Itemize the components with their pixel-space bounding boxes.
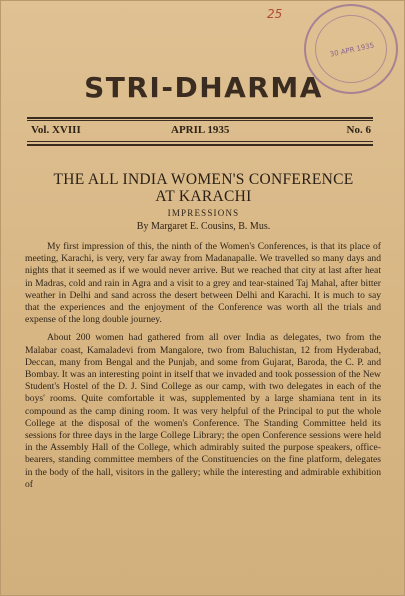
masthead-rule-top-thin [27, 120, 373, 121]
issue-info-row [31, 124, 371, 140]
article-subtitle: IMPRESSIONS [167, 208, 240, 218]
handwritten-page-number: 25 [267, 7, 283, 21]
article-paragraph-1: My first impression of this, the ninth of the Women's Conferences, is that its place of meeting, Karachi, is very, very far away from Madanapalle. We travelled so many days and nights that it seemed as if we would never arrive. But we reached that city at last after heat in Madras, cold and rain in Agra and a visit to a grey and tear-stained Taj Mahal, after bitter weather in Delhi and sand across the desert between Delhi and Karachi. It is much to say that the experiences and the enjoyment of the Conference was worth all the trials and expense of the long double journey. [25, 241, 381, 326]
article-title-line-1: THE ALL INDIA WOMEN'S CONFERENCE [53, 171, 354, 188]
stamp-date: 30 APR 1935 [329, 41, 375, 59]
issue-number: No. 6 [346, 124, 371, 136]
article-paragraph-2: About 200 women had gathered from all over India as delegates, two from the Malabar coast, Kamaladevi from Mangalore, two from Baluchistan, 12 from Hyderabad, Deccan, many from Bengal and the Punjab, and some from Gujarat, Baroda, the C. P. and Bombay. It was an interesting point in itself that we invaded and took possession of the New Student's Hostel of the D. J. Sind College as our camp, with two delegates in each of the boys' rooms. Quite comfortable it was, supplemented by a large shamiana tent in its compound as the camp dining room. It was very helpful of the Principal to put the whole College at the disposal of the women's Conference. The Standing Committee held its sessions for three days in the large College Library; the open Conference sessions were held in the Assembly Hall of the College, which admirably suited the purpose speakers, office-bearers, standing committee members of the Constituencies on the fine platform, delegates in the body of the hall, visitors in the gallery; while the interesting and admirable exhibition of [25, 332, 381, 490]
article-byline: By Margaret E. Cousins, B. Mus. [136, 221, 271, 232]
masthead-title: STRI-DHARMA [84, 71, 323, 104]
issue-date: APRIL 1935 [171, 124, 230, 136]
masthead-rule-bottom-thick [27, 144, 373, 146]
issue-volume: Vol. XVIII [31, 124, 81, 136]
masthead-rule-bottom-thin [27, 141, 373, 142]
masthead-rule-top-thick [27, 117, 373, 119]
article-body [25, 241, 381, 497]
article-title-line-2: AT KARACHI [155, 188, 252, 205]
